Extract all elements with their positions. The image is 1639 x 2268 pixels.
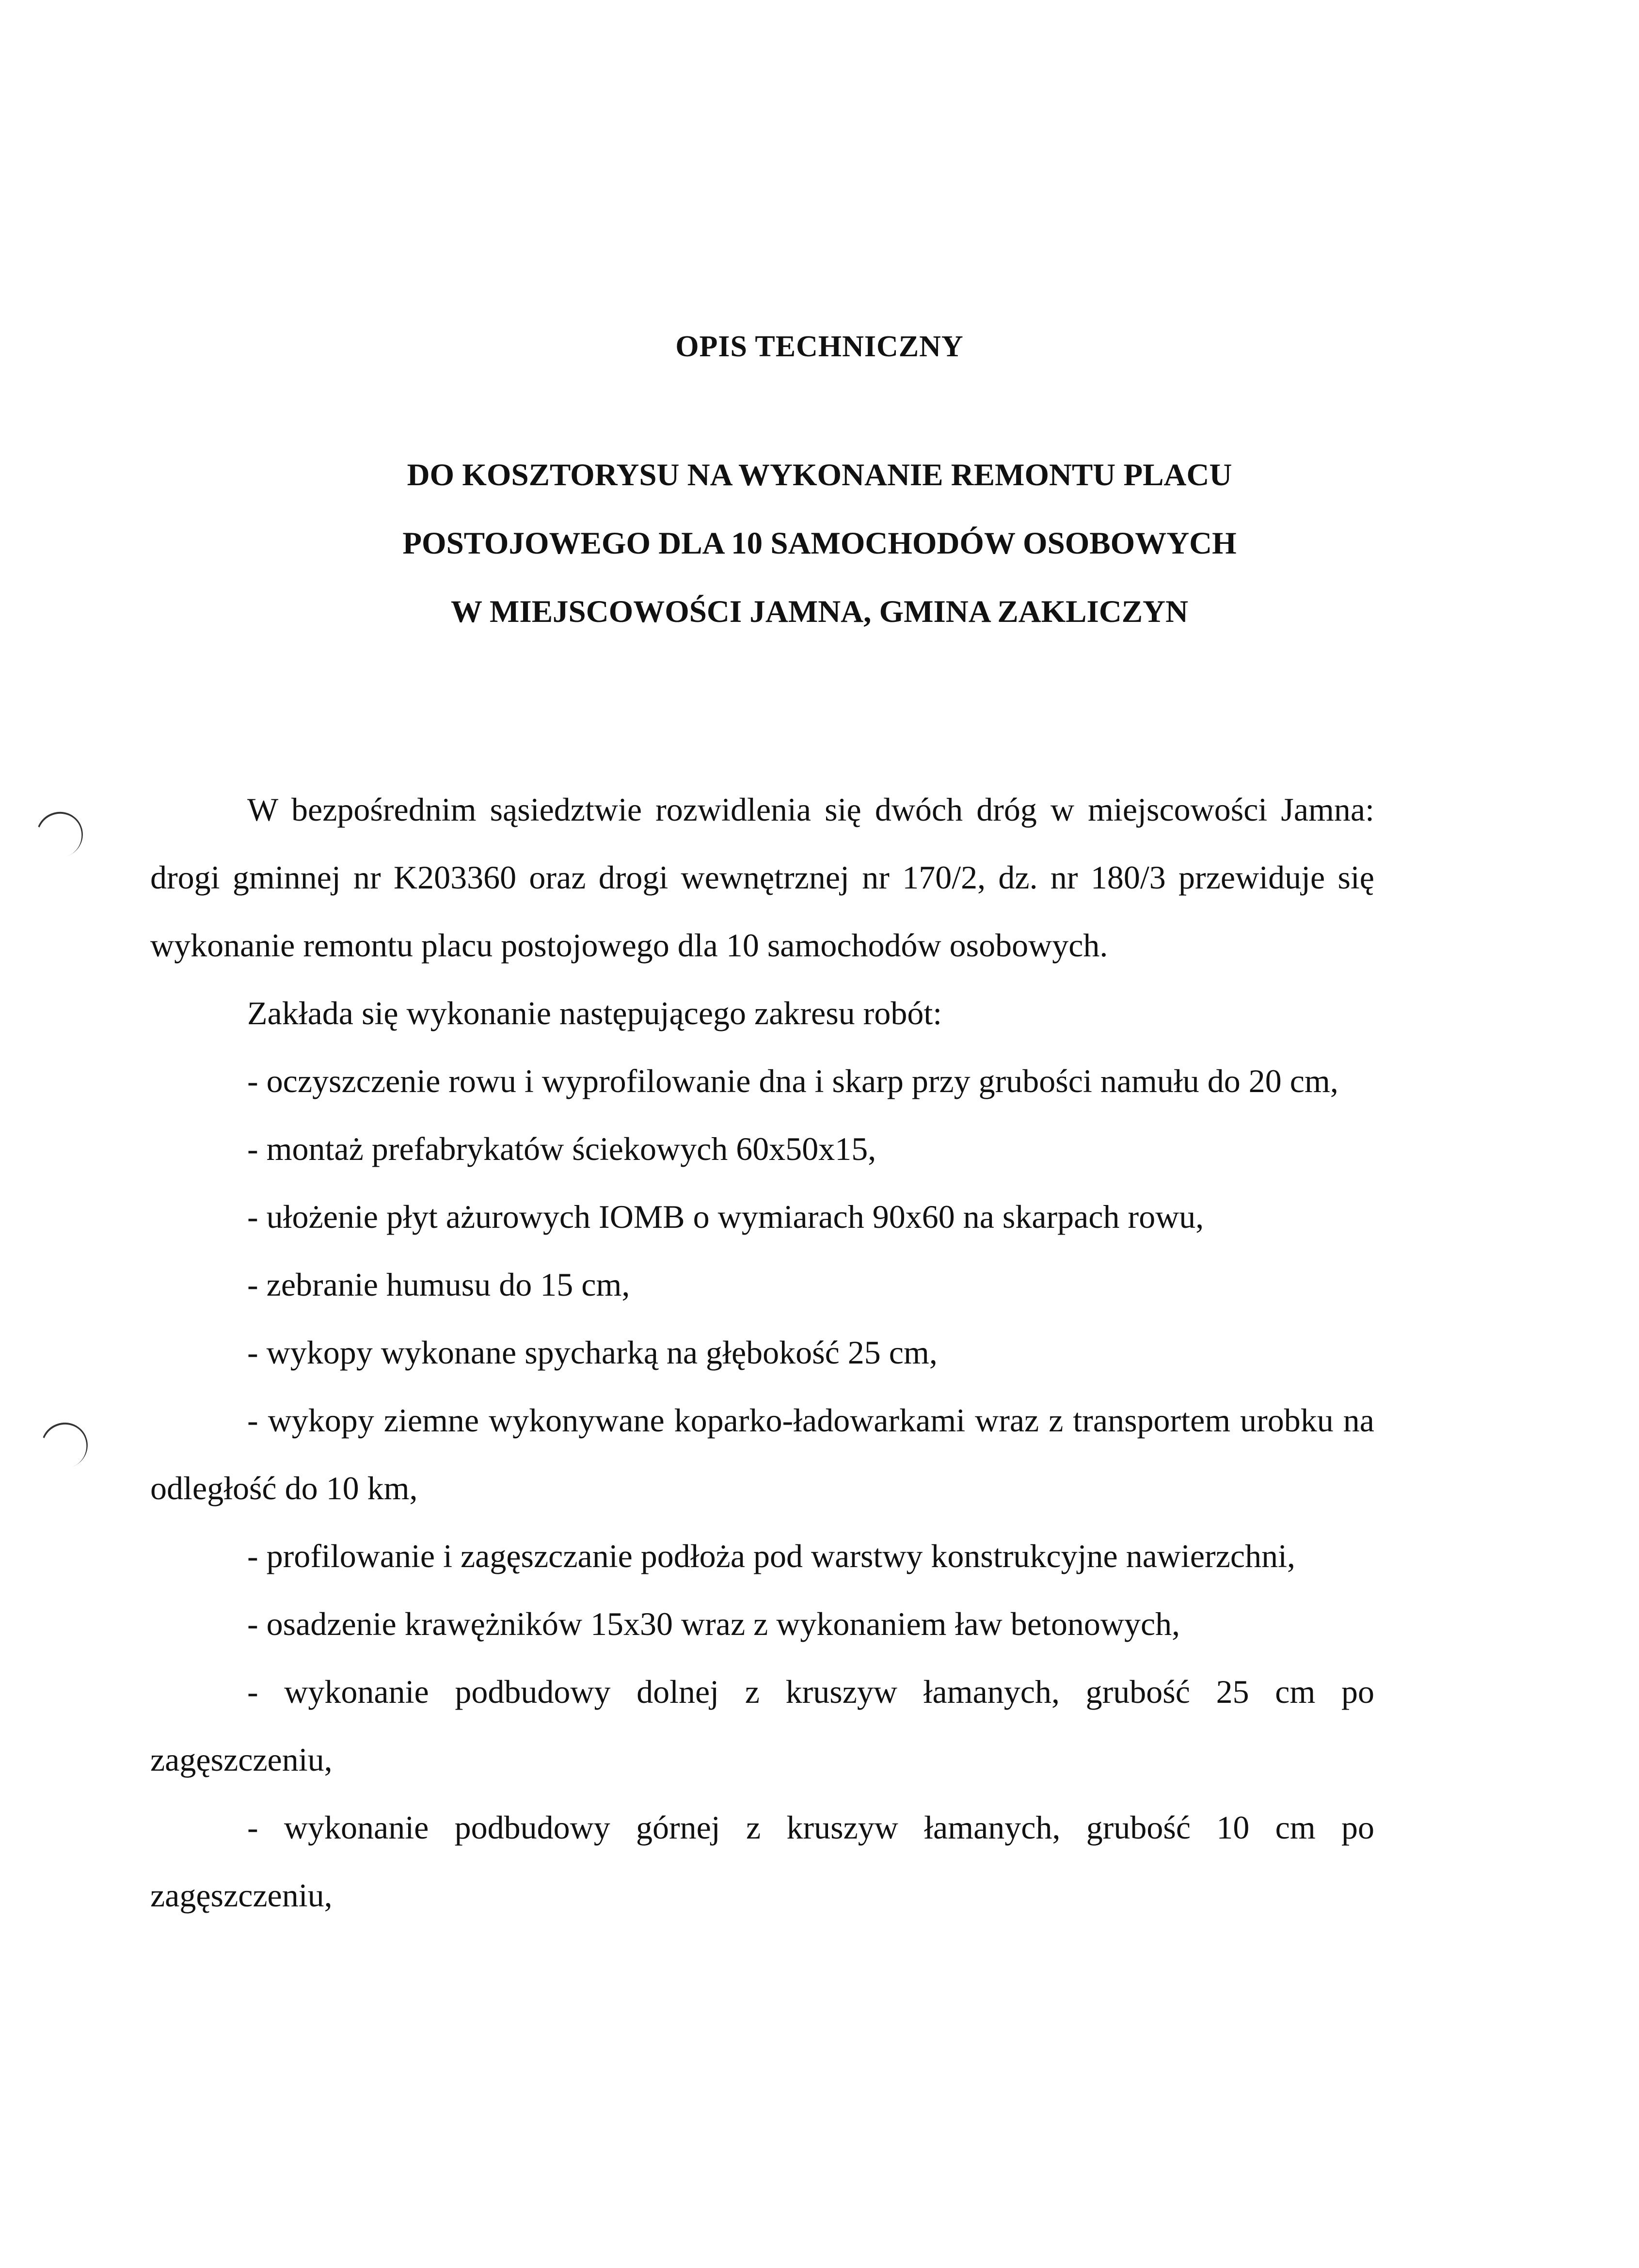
document-title: OPIS TECHNICZNY [675, 330, 964, 363]
list-item: - wykopy ziemne wykonywane koparko-ładowarkami wraz z transportem urobku na odległość do 10 km, [150, 1402, 1374, 1507]
subtitle-line: W MIEJSCOWOŚCI JAMNA, GMINA ZAKLICZYN [450, 594, 1189, 629]
punch-hole-mark [30, 805, 89, 864]
scope-heading: Zakłada się wykonanie następującego zakresu robót: [247, 995, 942, 1031]
list-item: - zebranie humusu do 15 cm, [247, 1266, 630, 1303]
punch-hole-mark [35, 1416, 94, 1475]
list-item: - montaż prefabrykatów ściekowych 60x50x15, [247, 1130, 876, 1167]
list-item: - ułożenie płyt ażurowych IOMB o wymiarach 90x60 na skarpach rowu, [247, 1198, 1204, 1235]
list-item: - wykonanie podbudowy dolnej z kruszyw łamanych, grubość 25 cm po zagęszczeniu, [150, 1673, 1374, 1778]
intro-paragraph: W bezpośrednim sąsiedztwie rozwidlenia się dwóch dróg w miejscowości Jamna: drogi gminnej nr K203360 oraz drogi wewnętrznej nr 170/2, dz. nr 180/3 przewiduje się wykonanie remontu placu postojowego dla 10 samochodów osobowych. [150, 791, 1374, 964]
list-item: - wykopy wykonane spycharką na głębokość 25 cm, [247, 1334, 938, 1371]
list-item: - wykonanie podbudowy górnej z kruszyw łamanych, grubość 10 cm po zagęszczeniu, [150, 1809, 1374, 1914]
list-item: - profilowanie i zagęszczanie podłoża pod warstwy konstrukcyjne nawierzchni, [247, 1538, 1295, 1574]
document-body [150, 776, 1374, 1929]
subtitle-line: DO KOSZTORYSU NA WYKONANIE REMONTU PLACU [407, 458, 1232, 492]
subtitle-line: POSTOJOWEGO DLA 10 SAMOCHODÓW OSOBOWYCH [402, 526, 1237, 561]
list-item: - osadzenie krawężników 15x30 wraz z wykonaniem ław betonowych, [247, 1605, 1180, 1642]
list-item: - oczyszczenie rowu i wyprofilowanie dna i skarp przy grubości namułu do 20 cm, [247, 1063, 1338, 1099]
